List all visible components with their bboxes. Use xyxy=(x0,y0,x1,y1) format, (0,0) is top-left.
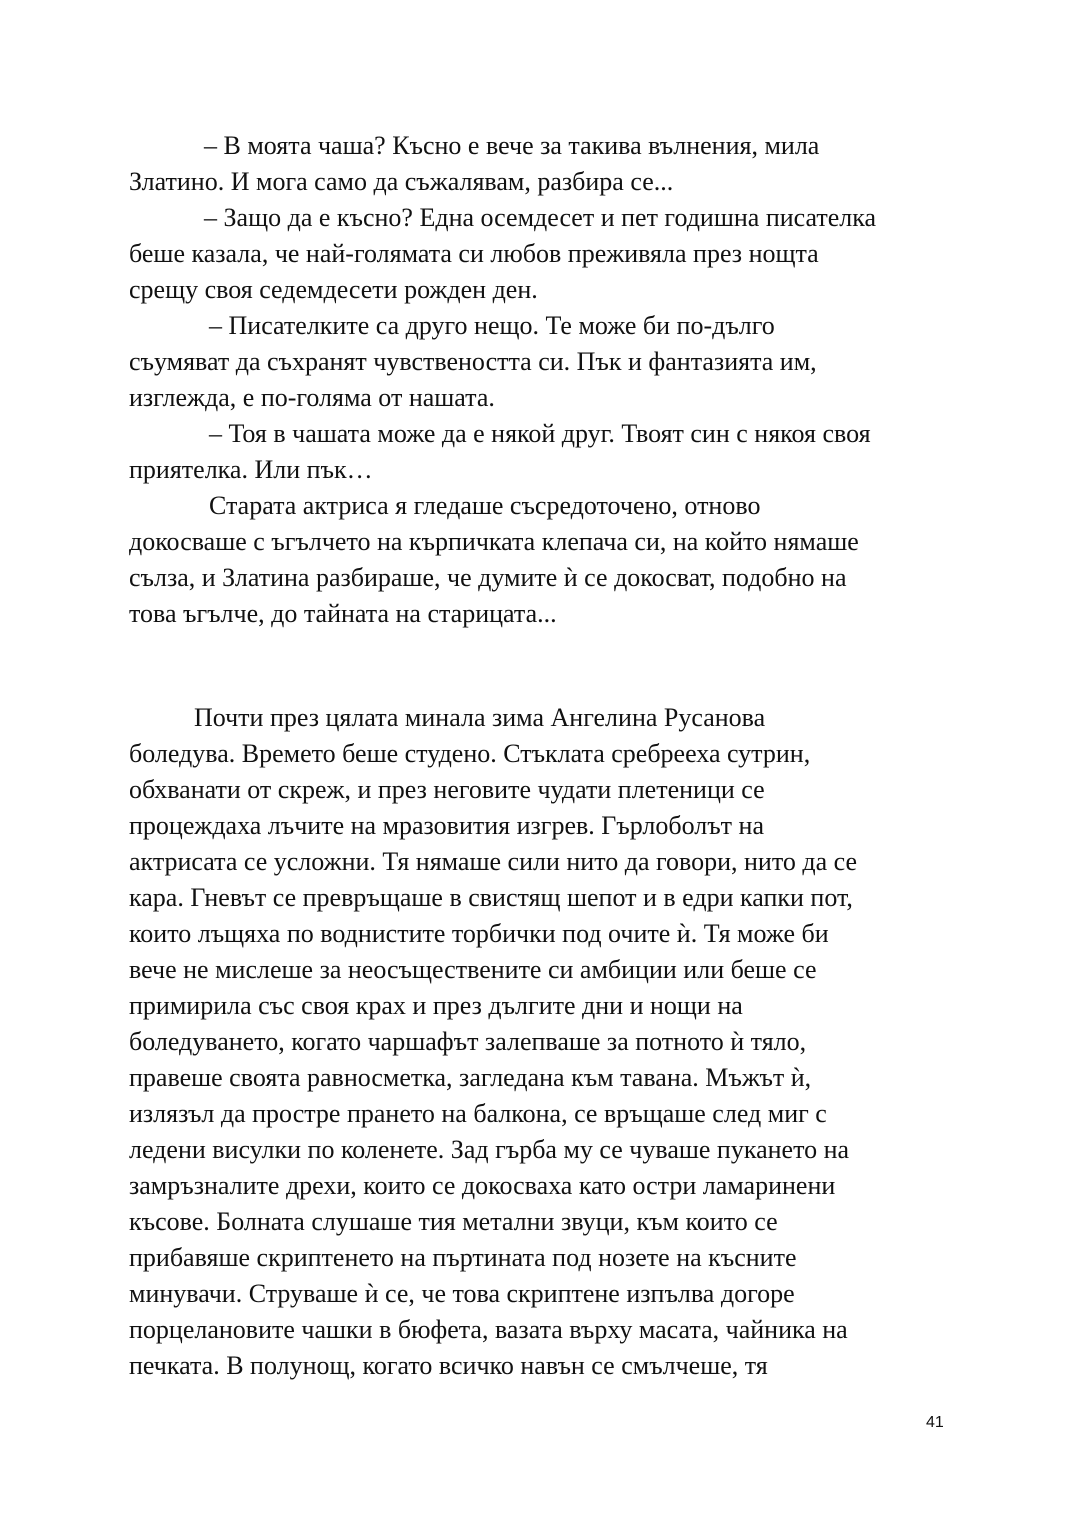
dialogue-line: Старата актриса я гледаше съсредоточено, отново xyxy=(209,491,761,520)
narrative-line: минувачи. Струваше ѝ се, че това скриптене изпълва догоре xyxy=(129,1279,795,1308)
narrative-line: излязъл да простре прането на балкона, се връщаше след миг с xyxy=(129,1099,827,1128)
narrative-line: късове. Болната слушаше тия метални звуци, към които се xyxy=(129,1207,778,1236)
dialogue-line: беше казала, че най-голямата си любов преживяла през нощта xyxy=(129,239,819,268)
dialogue-section xyxy=(129,128,979,632)
dialogue-line: сълза, и Златина разбираше, че думите ѝ се докосват, подобно на xyxy=(129,563,847,592)
narrative-line: актрисата се усложни. Тя нямаше сили нито да говори, нито да се xyxy=(129,847,858,876)
narrative-line: порцелановите чашки в бюфета, вазата върху масата, чайника на xyxy=(129,1315,848,1344)
dialogue-line: приятелка. Или пък… xyxy=(129,455,373,484)
dialogue-line: Златино. И мога само да съжалявам, разбира се... xyxy=(129,167,674,196)
narrative-line: процеждаха лъчите на мразовития изгрев. Гърлоболът на xyxy=(129,811,764,840)
narrative-line: прибавяше скриптенето на пъртината под нозете на късните xyxy=(129,1243,797,1272)
narrative-line: правеше своята равносметка, загледана към тавана. Мъжът ѝ, xyxy=(129,1063,812,1092)
narrative-line: обхванати от скреж, и през неговите чудати плетеници се xyxy=(129,775,765,804)
dialogue-line: – Защо да е късно? Една осемдесет и пет годишна писателка xyxy=(204,203,877,232)
dialogue-line: – В моята чаша? Късно е вече за такива вълнения, мила xyxy=(204,131,820,160)
dialogue-line: срещу своя седемдесети рожден ден. xyxy=(129,275,538,304)
narrative-section xyxy=(129,700,979,1384)
narrative-line: вече не мислеше за неосъществените си амбиции или беше се xyxy=(129,955,817,984)
narrative-line: боледуването, когато чаршафът залепваше за потното ѝ тяло, xyxy=(129,1027,807,1056)
page-number: 41 xyxy=(926,1414,944,1431)
dialogue-line: съумяват да съхранят чувствеността си. Пък и фантазията им, xyxy=(129,347,817,376)
narrative-line: замръзналите дрехи, които се докосваха като остри ламаринени xyxy=(129,1171,836,1200)
narrative-line: печката. В полунощ, когато всичко навън се смълчеше, тя xyxy=(129,1351,768,1380)
narrative-line: боледува. Времето беше студено. Стъклата сребрееха сутрин, xyxy=(129,739,811,768)
dialogue-line: това ъгълче, до тайната на старицата... xyxy=(129,599,557,628)
narrative-line: които лъщяха по воднистите торбички под очите ѝ. Тя може би xyxy=(129,919,829,948)
narrative-line: Почти през цялата минала зима Ангелина Русанова xyxy=(194,703,766,732)
dialogue-line: – Тоя в чашата може да е някой друг. Твоят син с някоя своя xyxy=(209,419,871,448)
narrative-line: кара. Гневът се превръщаше в свистящ шепот и в едри капки пот, xyxy=(129,883,853,912)
narrative-line: ледени висулки по коленете. Зад гърба му се чуваше пукането на xyxy=(129,1135,850,1164)
narrative-line: примирила със своя крах и през дългите дни и нощи на xyxy=(129,991,743,1020)
dialogue-line: докосваше с ъгълчето на кърпичката клепача си, на който нямаше xyxy=(129,527,859,556)
dialogue-line: изглежда, е по-голяма от нашата. xyxy=(129,383,495,412)
dialogue-line: – Писателките са друго нещо. Те може би по-дълго xyxy=(209,311,775,340)
